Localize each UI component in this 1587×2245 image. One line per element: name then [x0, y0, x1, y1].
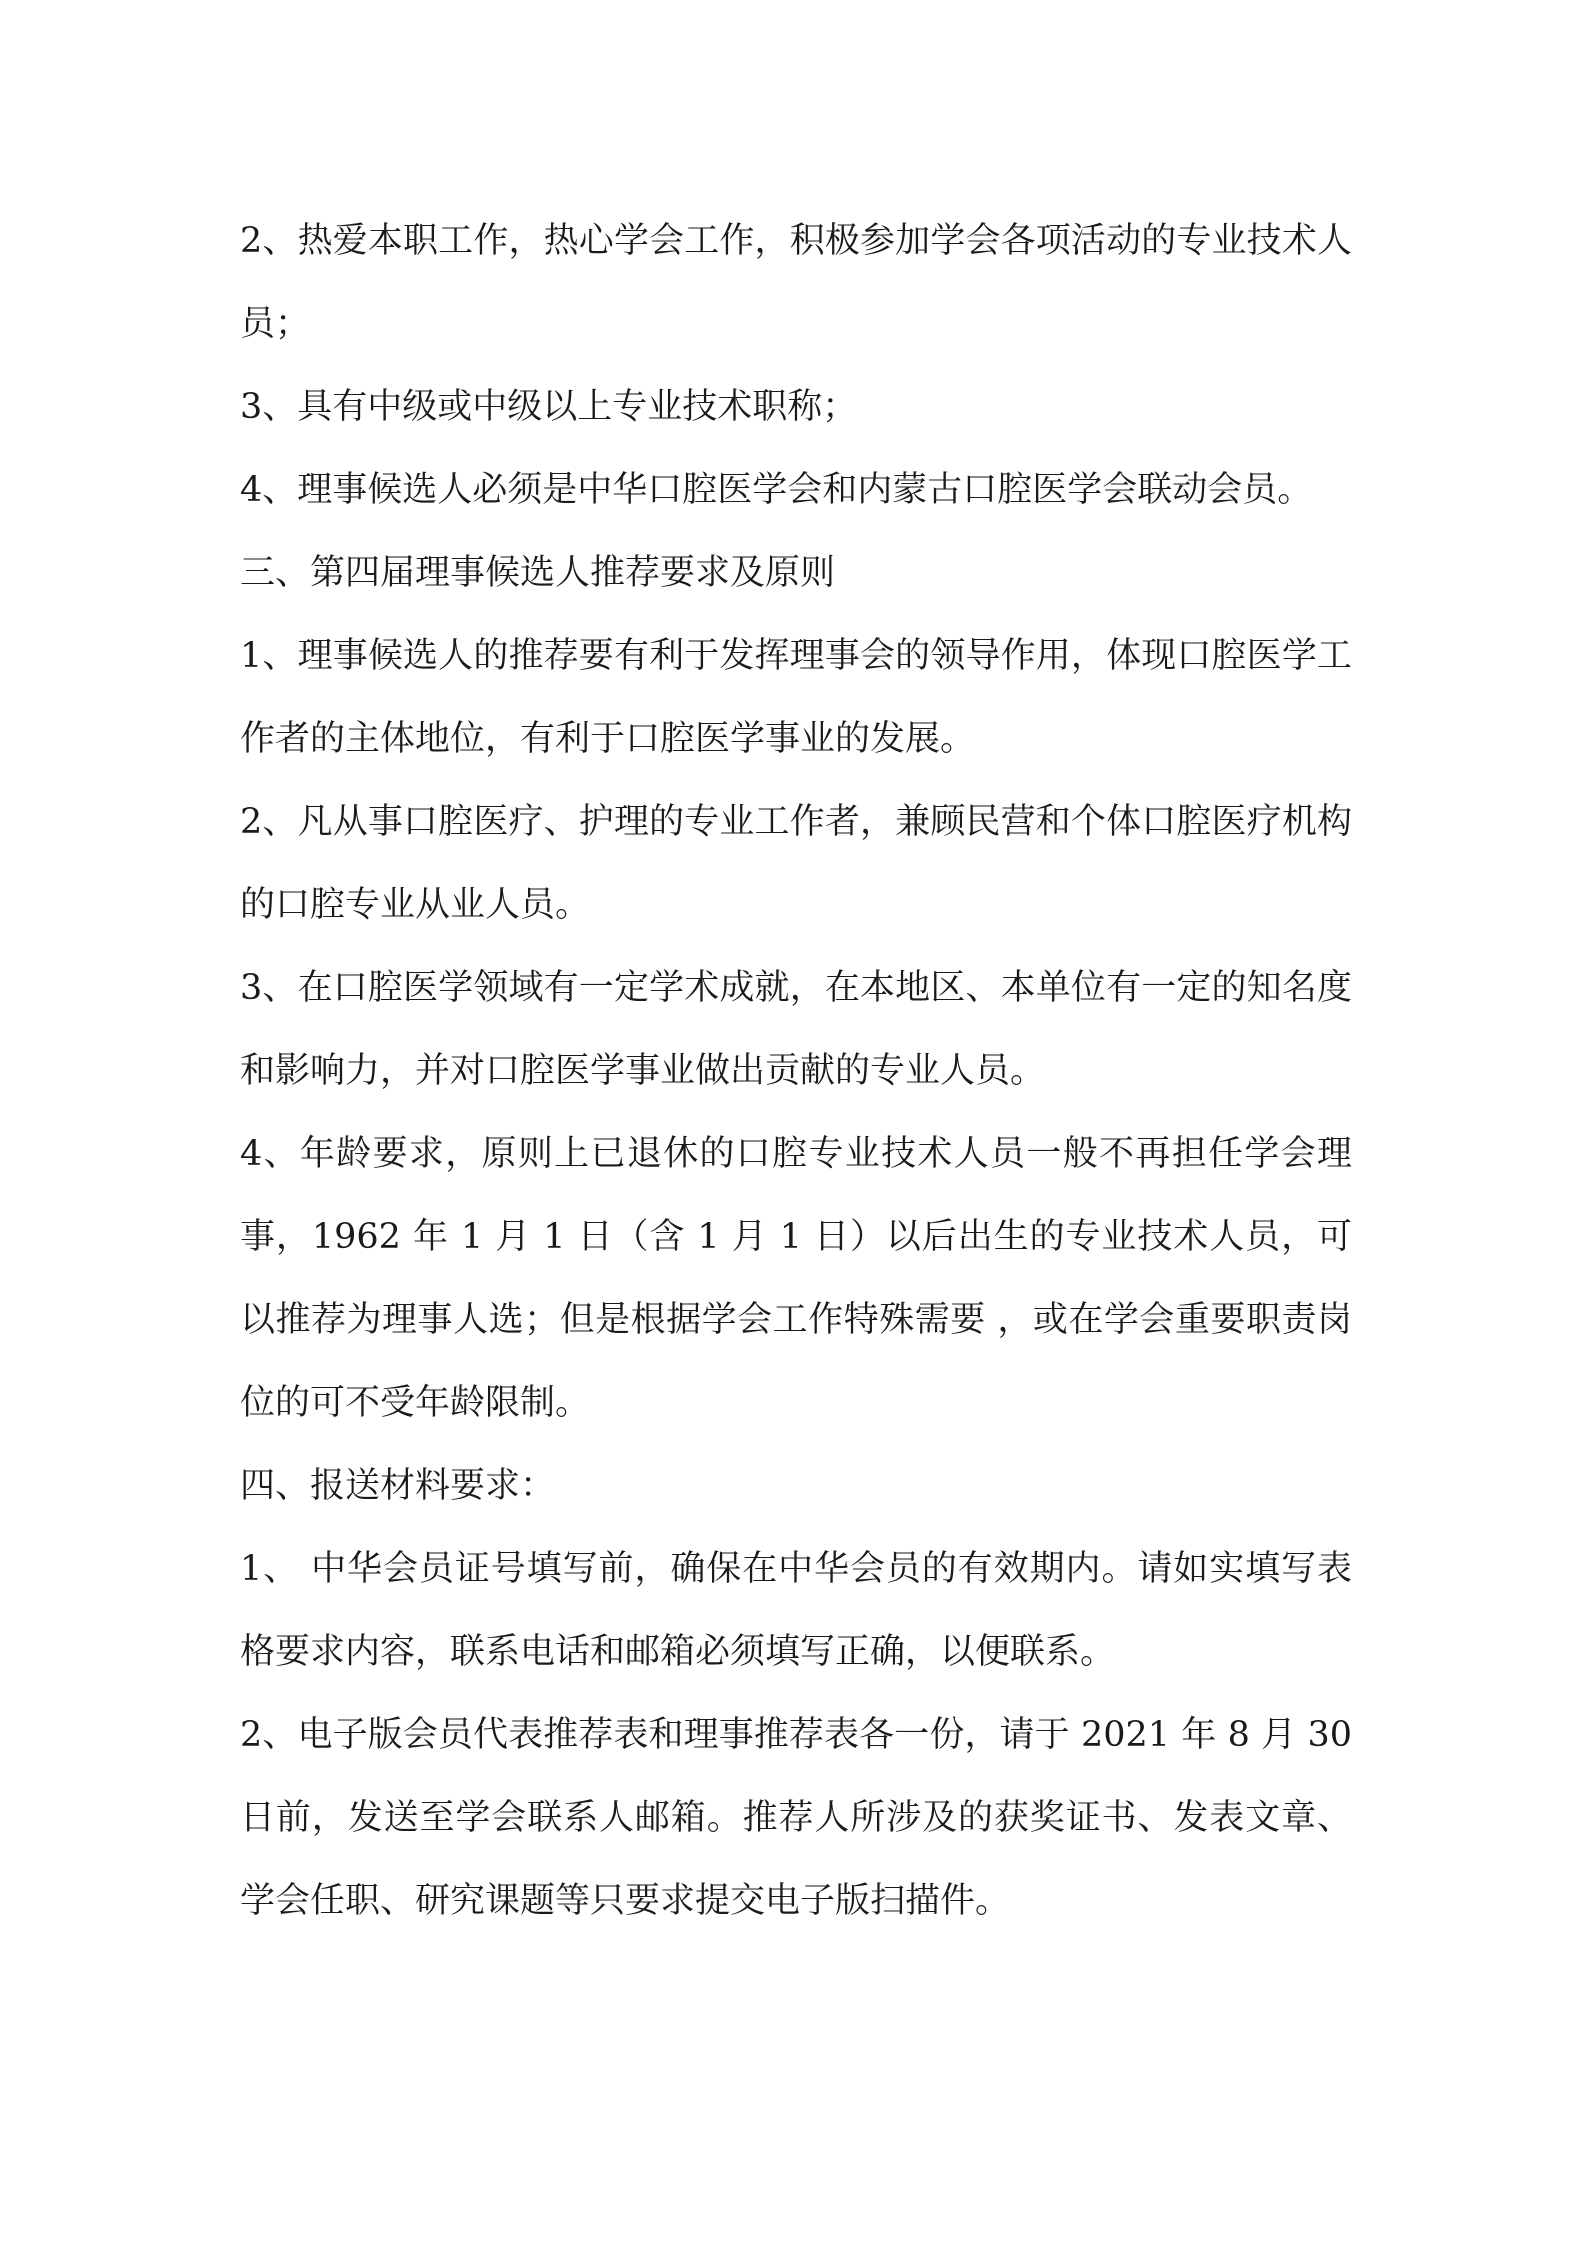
paragraph-member-requirement-2: 2、热爱本职工作，热心学会工作，积极参加学会各项活动的专业技术人员； — [240, 221, 1352, 344]
document-body — [240, 200, 1352, 1943]
section-heading-3: 三、第四届理事候选人推荐要求及原则 — [240, 553, 836, 593]
paragraph-member-requirement-4: 4、理事候选人必须是中华口腔医学会和内蒙古口腔医学会联动会员。 — [240, 470, 1313, 510]
paragraph-material-1: 1、 中华会员证号填写前，确保在中华会员的有效期内。请如实填写表格要求内容，联系电话和邮箱必须填写正确，以便联系。 — [240, 1549, 1352, 1672]
paragraph-principle-2: 2、凡从事口腔医疗、护理的专业工作者，兼顾民营和个体口腔医疗机构的口腔专业从业人员。 — [240, 802, 1352, 925]
paragraph-material-2: 2、电子版会员代表推荐表和理事推荐表各一份，请于 2021 年 8 月 30 日前，发送至学会联系人邮箱。推荐人所涉及的获奖证书、发表文章、学会任职、研究课题等只要求提交电子版扫描件。 — [240, 1715, 1352, 1921]
paragraph-principle-3: 3、在口腔医学领域有一定学术成就，在本地区、本单位有一定的知名度和影响力，并对口腔医学事业做出贡献的专业人员。 — [240, 968, 1352, 1091]
section-heading-4: 四、报送材料要求： — [240, 1466, 556, 1506]
paragraph-principle-1: 1、理事候选人的推荐要有利于发挥理事会的领导作用，体现口腔医学工作者的主体地位，有利于口腔医学事业的发展。 — [240, 636, 1352, 759]
paragraph-principle-4: 4、年龄要求，原则上已退休的口腔专业技术人员一般不再担任学会理事，1962 年 1 月 1 日（含 1 月 1 日）以后出生的专业技术人员，可以推荐为理事人选；但是根据学会工作特殊需要 ，或在学会重要职责岗位的可不受年龄限制。 — [240, 1134, 1352, 1423]
paragraph-member-requirement-3: 3、具有中级或中级以上专业技术职称； — [240, 387, 858, 427]
